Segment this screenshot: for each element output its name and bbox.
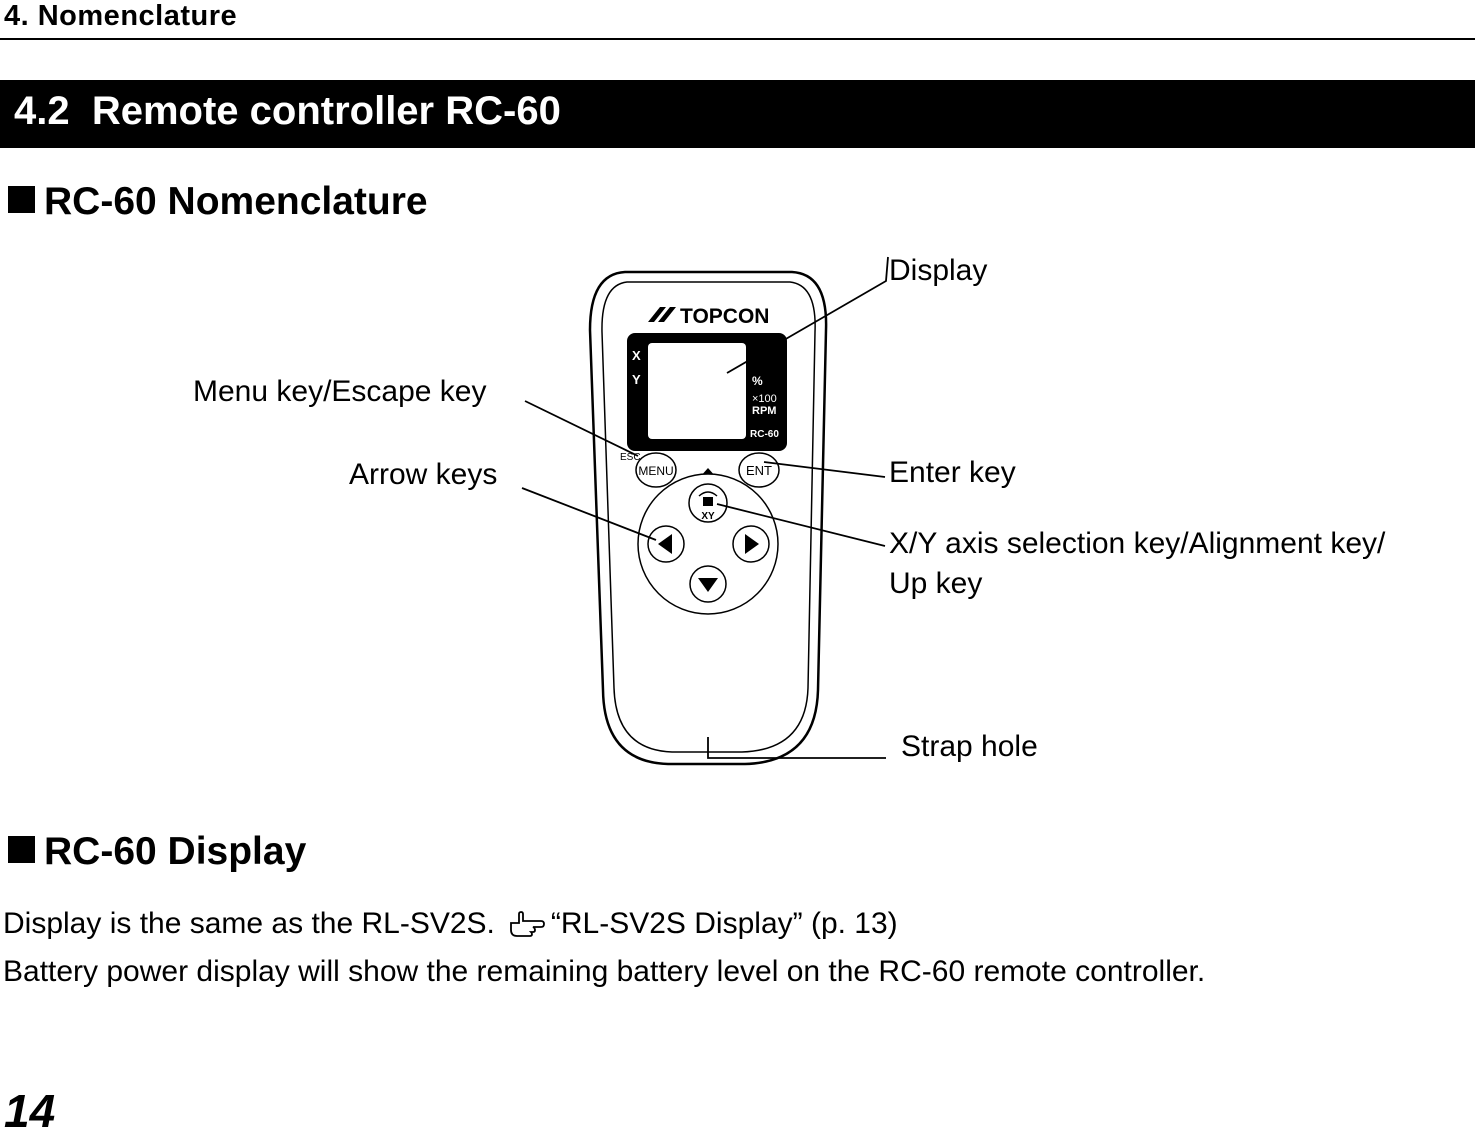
- label-strap-hole: Strap hole: [901, 730, 1038, 763]
- xy-key-label: XY: [701, 511, 715, 522]
- label-menu-escape-key: Menu key/Escape key: [193, 375, 487, 408]
- chapter-title: 4. Nomenclature: [4, 0, 238, 32]
- label-xy-key-line1: X/Y axis selection key/Alignment key/: [889, 527, 1386, 560]
- display-screen: [648, 343, 746, 439]
- display-heading-text: RC-60 Display: [44, 830, 307, 873]
- label-enter-key: Enter key: [889, 456, 1016, 489]
- label-xy-key-line2: Up key: [889, 567, 983, 600]
- nomenclature-heading-text: RC-60 Nomenclature: [44, 180, 428, 223]
- screen-label-x: X: [632, 348, 641, 363]
- menu-key-label: MENU: [638, 464, 674, 478]
- enter-key-label: ENT: [746, 463, 772, 478]
- page-number: 14: [4, 1085, 56, 1137]
- display-paragraph-1: [3, 907, 898, 945]
- square-bullet-icon: [8, 836, 35, 863]
- esc-label: ESC: [620, 452, 641, 463]
- screen-label-rpm: RPM: [752, 405, 777, 417]
- pointing-hand-icon: [509, 911, 545, 945]
- display-paragraph-1-text: Display is the same as the RL-SV2S.: [3, 907, 495, 940]
- label-display: Display: [889, 254, 988, 287]
- display-heading: [8, 830, 306, 874]
- brand-logo: TOPCON: [680, 305, 770, 328]
- screen-label-y: Y: [632, 372, 641, 387]
- cross-reference-link[interactable]: “RL-SV2S Display” (p. 13): [550, 907, 898, 940]
- screen-label-x100: ×100: [752, 393, 777, 405]
- screen-label-percent: %: [752, 374, 763, 388]
- label-arrow-keys: Arrow keys: [349, 458, 498, 491]
- display-paragraph-2: Battery power display will show the remaining battery level on the RC-60 remote controller.: [3, 955, 1206, 988]
- section-title: 4.2 Remote controller RC-60: [14, 89, 561, 133]
- screen-model-label: RC-60: [750, 429, 779, 440]
